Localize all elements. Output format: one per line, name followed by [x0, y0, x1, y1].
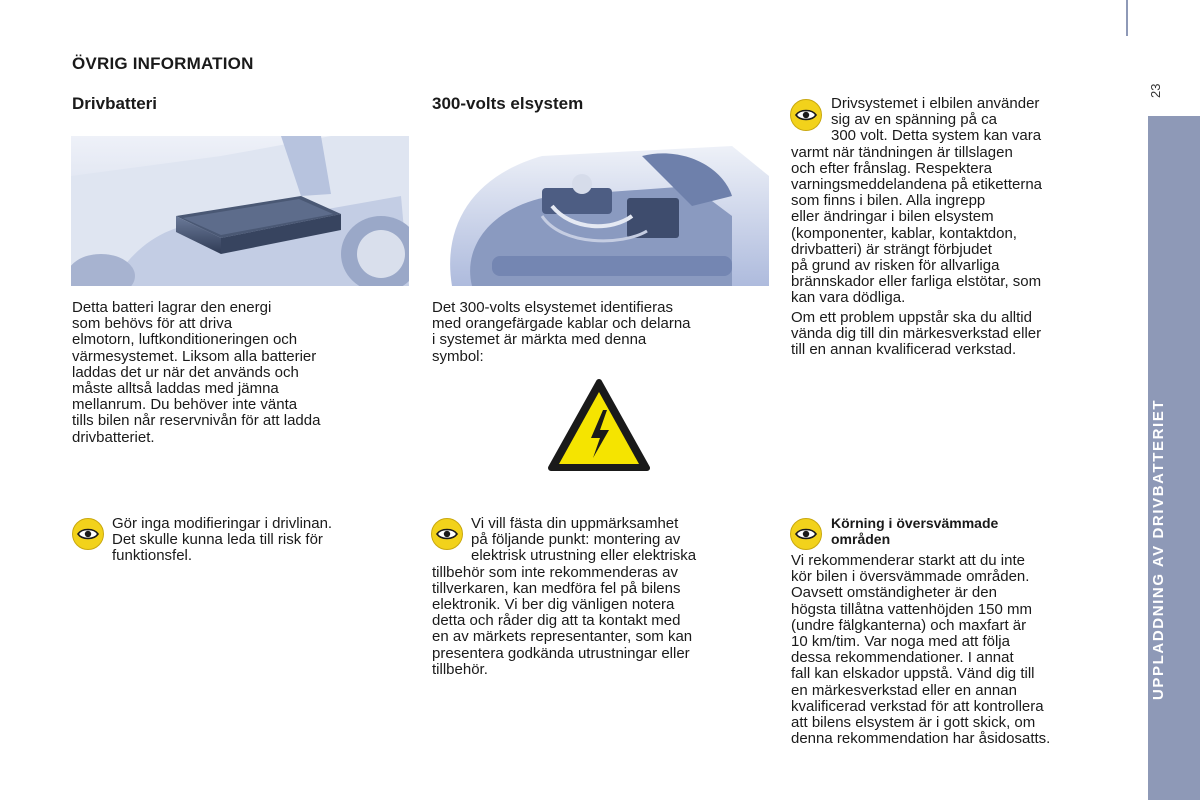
chapter-side-tab-label: UPPLADDNING AV DRIVBATTERIET [1150, 398, 1167, 700]
eye-icon [790, 99, 822, 131]
battery-illustration [71, 136, 409, 286]
engine-bay-illustration [432, 136, 769, 286]
drivsystem-note-extra: Om ett problem uppstår ska du alltid vända dig till din märkesverkstad eller till en annan kvalificerad verkstad. [791, 309, 1042, 359]
page-edge-marker [1126, 0, 1128, 36]
300-volt-body: Det 300-volts elsystemet identifieras med orangefärgade kablar och delarna i systemet är märkta med denna symbol: [432, 299, 691, 365]
eye-icon [790, 518, 822, 550]
utrustning-note-body: tillbehör som inte rekommenderas av tillverkaren, kan medföra fel på bilens elektronik. Vi ber dig vänligen notera detta och råder dig att ta kontakt med en av märkets representanter, som kan presentera godkända utrustningar eller tillbehör. [432, 563, 693, 678]
drivsystem-note-body: varmt när tändningen är tillslagen och efter frånslag. Respektera varningsmeddelandena på etiketterna som finns i bilen. Alla ingrepp eller ändringar i bilen elsystem (komponenter, kablar, kontaktdon, drivbatteri) är strängt förbjudet på grund av risken för allvarliga brännskador eller farliga elstötar, som kan vara dödliga. [791, 143, 1043, 307]
drivsystem-note-lead: Drivsystemet i elbilen använder sig av en spänning på ca 300 volt. Detta system kan vara [831, 95, 1042, 145]
page-number: 23 [1148, 83, 1163, 98]
oversvamning-heading: Körning i översvämmade områden [831, 515, 999, 547]
section-title: ÖVRIG INFORMATION [72, 54, 254, 73]
drivbatteri-body: Detta batteri lagrar den energi som behövs för att driva elmotorn, luftkonditioneringen och värmesystemet. Liksom alla batterier laddas det ur när det används och måste alltså laddas med jämna mellanrum. Du behöver inte vänta tills bilen når reservnivån för att ladda drivbatteriet. [72, 299, 321, 446]
high-voltage-warning-icon [547, 378, 651, 474]
oversvamning-body: Vi rekommenderar starkt att du inte kör bilen i översvämmade områden. Oavsett omständigheter är den högsta tillåtna vattenhöjden 150 mm (undre fälgkanterna) och maxfart är 10 km/tim. Var noga med att följa dessa rekommendationer. I annat fall kan elskador uppstå. Vänd dig till en märkesverkstad eller en annan kvalificerad verkstad för att kontrollera att bilens elsystem är i gott skick, om denna rekommendation har åsidosatts. [791, 552, 1051, 748]
drivlina-note: Gör inga modifieringar i drivlinan. Det skulle kunna leda till risk för funktionsfel. [112, 515, 333, 565]
eye-icon [431, 518, 463, 550]
drivbatteri-title: Drivbatteri [72, 94, 158, 113]
300-volt-system-title: 300-volts elsystem [432, 94, 584, 113]
utrustning-note-lead: Vi vill fästa din uppmärksamhet på följande punkt: montering av elektrisk utrustning eller elektriska [471, 515, 697, 565]
eye-icon [72, 518, 104, 550]
